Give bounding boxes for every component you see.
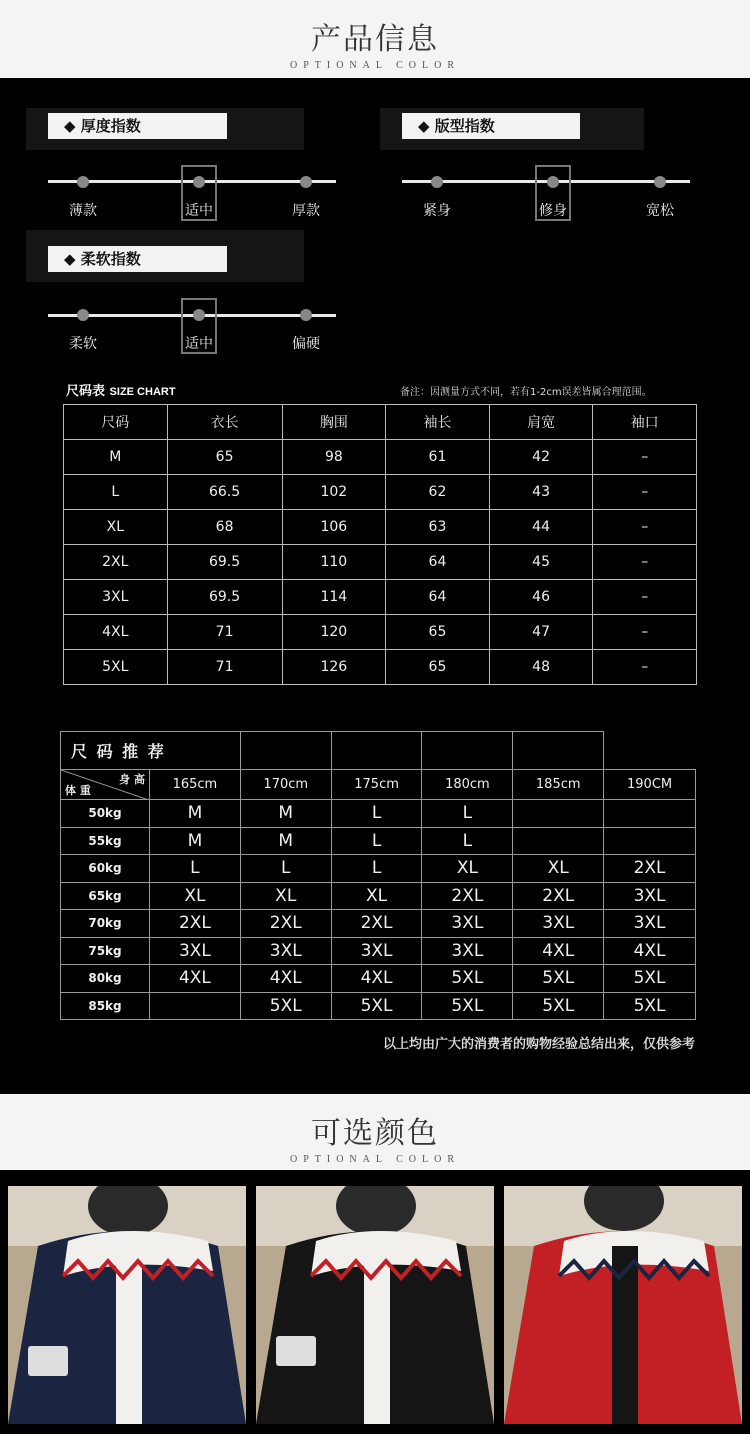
recommend-size-cell: 5XL <box>331 992 422 1020</box>
recommend-weight-cell: 65kg <box>61 882 150 910</box>
recommend-size-cell: M <box>240 800 331 828</box>
recommend-size-cell <box>150 992 241 1020</box>
size-chart-row <box>64 580 697 615</box>
size-chart-cell: 110 <box>282 545 386 580</box>
header-cell: 袖口 <box>593 405 697 440</box>
recommend-weight-cell: 70kg <box>61 910 150 938</box>
size-chart-cell: 44 <box>489 510 593 545</box>
colors-title: 可选颜色 <box>311 1116 439 1151</box>
corner-height-label: 身 高 <box>119 773 145 786</box>
recommend-row <box>61 827 696 855</box>
recommend-size-cell: 2XL <box>513 882 604 910</box>
size-chart-cell: 68 <box>167 510 282 545</box>
recommend-row <box>61 800 696 828</box>
color-photo-black[interactable] <box>256 1186 494 1424</box>
size-chart-cell: – <box>593 545 697 580</box>
recommend-size-cell: L <box>331 800 422 828</box>
recommend-size-cell: 4XL <box>150 965 241 993</box>
size-chart-cell: 3XL <box>64 580 168 615</box>
size-chart-cell: M <box>64 440 168 475</box>
size-chart-cell: – <box>593 440 697 475</box>
jacket-illustration-black <box>256 1186 494 1424</box>
recommend-size-cell: 4XL <box>604 937 696 965</box>
fit-label: ◆ 版型指数 <box>402 113 580 139</box>
recommend-size-cell: L <box>331 827 422 855</box>
size-chart-cell: 46 <box>489 580 593 615</box>
recommend-row <box>61 910 696 938</box>
recommend-size-cell: XL <box>331 882 422 910</box>
jacket-illustration-navy <box>8 1186 246 1424</box>
size-chart-cell: 98 <box>282 440 386 475</box>
height-header: 185cm <box>513 770 604 800</box>
size-chart-cell: 114 <box>282 580 386 615</box>
size-chart-row <box>64 615 697 650</box>
recommend-size-cell: XL <box>513 855 604 883</box>
height-header: 180cm <box>422 770 513 800</box>
recommend-size-cell <box>513 800 604 828</box>
recommend-size-cell: 2XL <box>240 910 331 938</box>
size-chart-cell: 126 <box>282 650 386 685</box>
recommend-size-cell: 2XL <box>150 910 241 938</box>
recommend-size-cell: 4XL <box>240 965 331 993</box>
recommend-weight-cell: 75kg <box>61 937 150 965</box>
thickness-dot-3 <box>300 176 312 188</box>
recommend-row <box>61 882 696 910</box>
color-photo-navy[interactable] <box>8 1186 246 1424</box>
recommend-size-cell: 2XL <box>331 910 422 938</box>
recommend-size-cell: 5XL <box>513 965 604 993</box>
recommend-size-cell: L <box>422 800 513 828</box>
size-chart-cell: 65 <box>386 650 490 685</box>
recommend-row <box>61 855 696 883</box>
size-chart-cell: – <box>593 650 697 685</box>
recommend-size-cell: XL <box>240 882 331 910</box>
thickness-label: ◆ 厚度指数 <box>48 113 227 139</box>
recommend-size-cell: 5XL <box>240 992 331 1020</box>
recommend-size-cell: 3XL <box>422 937 513 965</box>
recommend-size-cell: L <box>422 827 513 855</box>
recommend-size-cell: XL <box>150 882 241 910</box>
size-chart-row <box>64 545 697 580</box>
recommend-size-cell: 3XL <box>604 882 696 910</box>
recommend-size-cell: 4XL <box>513 937 604 965</box>
size-chart-cell: L <box>64 475 168 510</box>
height-header: 170cm <box>240 770 331 800</box>
header-cell: 衣长 <box>167 405 282 440</box>
size-chart-cell: 48 <box>489 650 593 685</box>
recommend-size-cell: L <box>150 855 241 883</box>
size-chart-cell: 65 <box>167 440 282 475</box>
recommend-weight-cell: 80kg <box>61 965 150 993</box>
header-band <box>0 0 750 78</box>
size-chart-cell: 47 <box>489 615 593 650</box>
jacket-illustration-red <box>504 1186 742 1424</box>
size-chart-cell: XL <box>64 510 168 545</box>
empty-cell <box>331 732 422 770</box>
recommend-size-cell: M <box>150 800 241 828</box>
size-chart-header-row <box>64 405 697 440</box>
size-chart-cell: 66.5 <box>167 475 282 510</box>
corner-weight-label: 体 重 <box>65 784 91 797</box>
empty-cell <box>513 732 604 770</box>
recommend-size-cell: 4XL <box>331 965 422 993</box>
size-recommend-table <box>60 731 696 1020</box>
size-chart-cell: 69.5 <box>167 580 282 615</box>
height-header: 165cm <box>150 770 241 800</box>
size-chart-cell: 42 <box>489 440 593 475</box>
size-chart-title-en: SIZE CHART <box>109 386 176 398</box>
recommend-size-cell: 2XL <box>604 855 696 883</box>
size-chart-cell: 64 <box>386 580 490 615</box>
recommend-size-cell: XL <box>422 855 513 883</box>
size-chart-table <box>63 404 697 685</box>
header-cell: 袖长 <box>386 405 490 440</box>
size-chart-cell: – <box>593 615 697 650</box>
size-chart-cell: 64 <box>386 545 490 580</box>
recommend-size-cell: 3XL <box>240 937 331 965</box>
recommend-title: 尺 码 推 荐 <box>61 732 241 770</box>
softness-label: ◆ 柔软指数 <box>48 246 227 272</box>
recommend-size-cell: 5XL <box>604 965 696 993</box>
recommend-size-cell: L <box>240 855 331 883</box>
thickness-option-thick: 厚款 <box>292 203 320 219</box>
recommend-size-cell: 3XL <box>422 910 513 938</box>
recommend-size-cell: 5XL <box>513 992 604 1020</box>
header-cell: 肩宽 <box>489 405 593 440</box>
recommend-size-cell: 5XL <box>422 992 513 1020</box>
recommend-size-cell <box>604 827 696 855</box>
recommend-size-cell: M <box>150 827 241 855</box>
size-chart-row <box>64 510 697 545</box>
size-chart-cell: 65 <box>386 615 490 650</box>
size-chart-cell: 102 <box>282 475 386 510</box>
softness-option-soft: 柔软 <box>69 336 97 352</box>
size-chart-cell: – <box>593 475 697 510</box>
size-chart-cell: 62 <box>386 475 490 510</box>
recommend-corner-cell <box>61 770 150 800</box>
recommend-weight-cell: 60kg <box>61 855 150 883</box>
thickness-option-medium: 适中 <box>185 203 213 219</box>
fit-option-loose: 宽松 <box>646 203 674 219</box>
softness-option-medium: 适中 <box>185 336 213 352</box>
size-chart-cell: 63 <box>386 510 490 545</box>
softness-option-hard: 偏硬 <box>292 336 320 352</box>
empty-cell <box>422 732 513 770</box>
size-chart-cell: 4XL <box>64 615 168 650</box>
colors-band <box>0 1094 750 1170</box>
recommend-weight-cell: 50kg <box>61 800 150 828</box>
size-chart-cell: 69.5 <box>167 545 282 580</box>
softness-dot-1 <box>77 309 89 321</box>
empty-cell <box>240 732 331 770</box>
recommend-size-cell <box>513 827 604 855</box>
thickness-option-thin: 薄款 <box>69 203 97 219</box>
recommend-row <box>61 965 696 993</box>
recommend-weight-cell: 55kg <box>61 827 150 855</box>
size-chart-cell: 45 <box>489 545 593 580</box>
size-chart-cell: 43 <box>489 475 593 510</box>
size-chart-title-cn: 尺码表 <box>66 384 106 399</box>
fit-option-tight: 紧身 <box>423 203 451 219</box>
size-chart-cell: 71 <box>167 615 282 650</box>
color-photo-red[interactable] <box>504 1186 742 1424</box>
recommend-footnote: 以上均由广大的消费者的购物经验总结出来，仅供参考 <box>382 1037 695 1052</box>
recommend-size-cell: 3XL <box>604 910 696 938</box>
size-chart-row <box>64 650 697 685</box>
section-subtitle: OPTIONAL COLOR <box>289 60 460 71</box>
size-chart-cell: 5XL <box>64 650 168 685</box>
section-title: 产品信息 <box>311 22 439 57</box>
fit-dot-3 <box>654 176 666 188</box>
recommend-weight-cell: 85kg <box>61 992 150 1020</box>
thickness-dot-1 <box>77 176 89 188</box>
recommend-title-row <box>61 732 696 770</box>
recommend-row <box>61 937 696 965</box>
recommend-height-row <box>61 770 696 800</box>
size-chart-cell: 71 <box>167 650 282 685</box>
header-cell: 胸围 <box>282 405 386 440</box>
height-header: 190CM <box>604 770 696 800</box>
softness-dot-3 <box>300 309 312 321</box>
recommend-size-cell: 3XL <box>513 910 604 938</box>
header-cell: 尺码 <box>64 405 168 440</box>
recommend-size-cell: L <box>331 855 422 883</box>
recommend-size-cell: 5XL <box>604 992 696 1020</box>
size-chart-row <box>64 475 697 510</box>
recommend-size-cell: 3XL <box>331 937 422 965</box>
recommend-size-cell <box>604 800 696 828</box>
size-chart-cell: – <box>593 510 697 545</box>
size-chart-title <box>66 380 176 399</box>
size-chart-cell: 2XL <box>64 545 168 580</box>
fit-option-slim: 修身 <box>539 203 567 219</box>
fit-dot-1 <box>431 176 443 188</box>
recommend-size-cell: 5XL <box>422 965 513 993</box>
size-chart-cell: 106 <box>282 510 386 545</box>
size-chart-cell: 61 <box>386 440 490 475</box>
recommend-row <box>61 992 696 1020</box>
colors-subtitle: OPTIONAL COLOR <box>289 1154 460 1165</box>
size-chart-cell: – <box>593 580 697 615</box>
size-chart-row <box>64 440 697 475</box>
recommend-size-cell: 2XL <box>422 882 513 910</box>
recommend-size-cell: M <box>240 827 331 855</box>
height-header: 175cm <box>331 770 422 800</box>
size-chart-cell: 120 <box>282 615 386 650</box>
size-chart-note: 备注：因测量方式不同，若有1-2cm误差皆属合理范围。 <box>400 387 652 398</box>
recommend-size-cell: 3XL <box>150 937 241 965</box>
